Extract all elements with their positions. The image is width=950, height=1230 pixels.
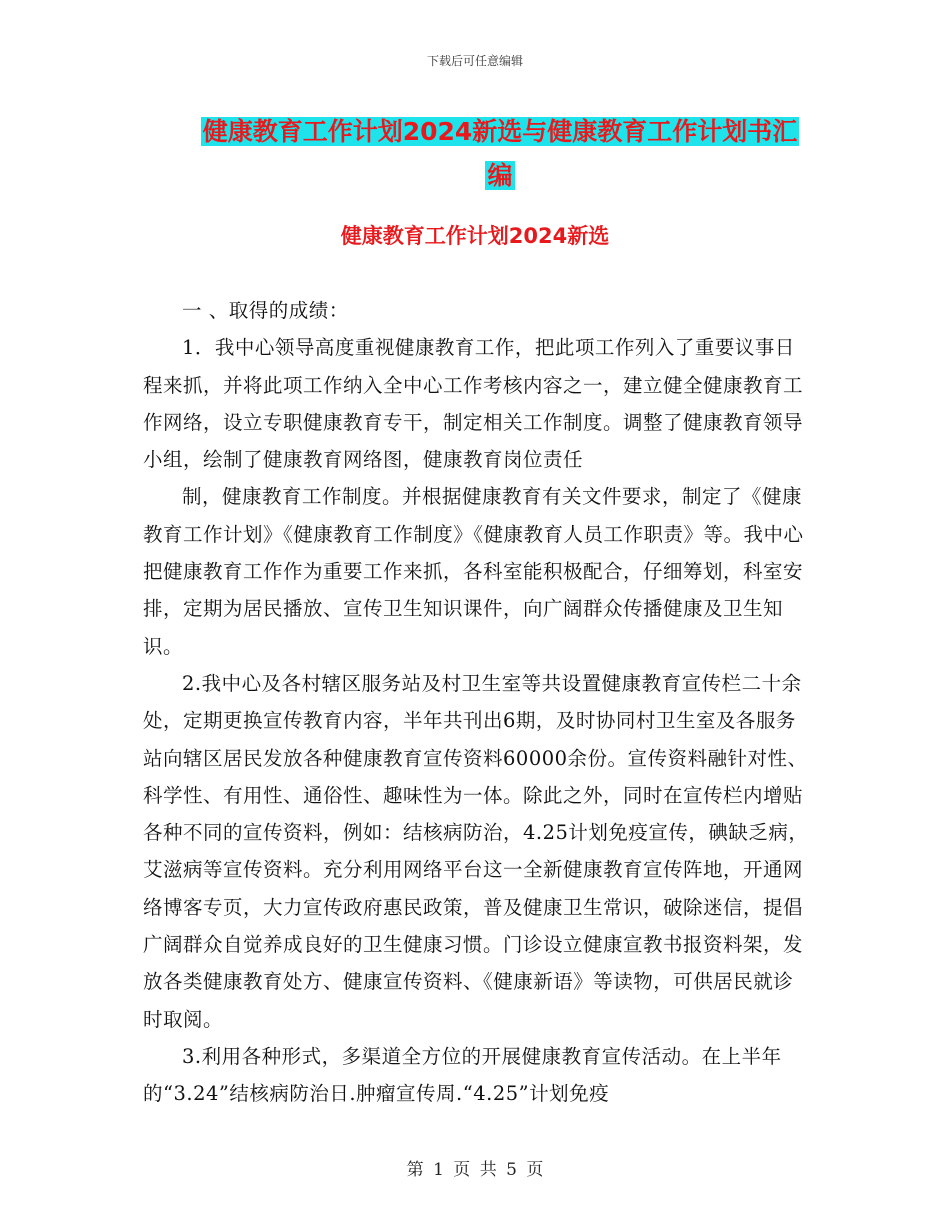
main-title-line-1: 健康教育工作计划2024新选与健康教育工作计划书汇 [202, 117, 798, 146]
body-paragraph: 制，健康教育工作制度。并根据健康教育有关文件要求，制定了《健康教育工作计划》《健康教育工作制度》《健康教育人员工作职责》等。我中心把健康教育工作作为重要工作来抓，各科室能积极配合，仔细筹划，科室安排，定期为居民播放、宣传卫生知识课件，向广阔群众传播健康及卫生知识。 [143, 485, 804, 658]
document-main-title [180, 110, 820, 198]
page-header-note: 下载后可任意编辑 [426, 54, 523, 68]
document-body [143, 292, 811, 1113]
page-number-footer: 第 1 页 共 5 页 [406, 1160, 544, 1180]
main-title-line-2: 编 [487, 161, 513, 190]
body-paragraph: 1．我中心领导高度重视健康教育工作，把此项工作列入了重要议事日程来抓，并将此项工作纳入全中心工作考核内容之一，建立健全健康教育工作网络，设立专职健康教育专干，制定相关工作制度。调整了健康教育领导小组，绘制了健康教育网络图，健康教育岗位责任 [143, 336, 804, 472]
body-paragraph: 2.我中心及各村辖区服务站及村卫生室等共设置健康教育宣传栏二十余处，定期更换宣传教育内容，半年共刊出6期，及时协同村卫生室及各服务站向辖区居民发放各种健康教育宣传资料60000余份。宣传资料融针对性、科学性、有用性、通俗性、趣味性为一体。除此之外，同时在宣传栏内增贴各种不同的宣传资料，例如：结核病防治，4.25计划免疫宣传，碘缺乏病，艾滋病等宣传资料。充分利用网络平台这一全新健康教育宣传阵地，开通网络博客专页，大力宣传政府惠民政策，普及健康卫生常识，破除迷信，提倡广阔群众自觉养成良好的卫生健康习惯。门诊设立健康宣教书报资料架，发放各类健康教育处方、健康宣传资料、《健康新语》等读物，可供居民就诊时取阅。 [143, 671, 809, 1031]
body-paragraph: 3.利用各种形式，多渠道全方位的开展健康教育宣传活动。在上半年的“3.24”结核病防治日.肿瘤宣传周.“4.25”计划免疫 [143, 1044, 782, 1106]
section-title: 健康教育工作计划2024新选 [340, 224, 610, 248]
body-paragraph: 一 、取得的成绩： [182, 299, 349, 322]
